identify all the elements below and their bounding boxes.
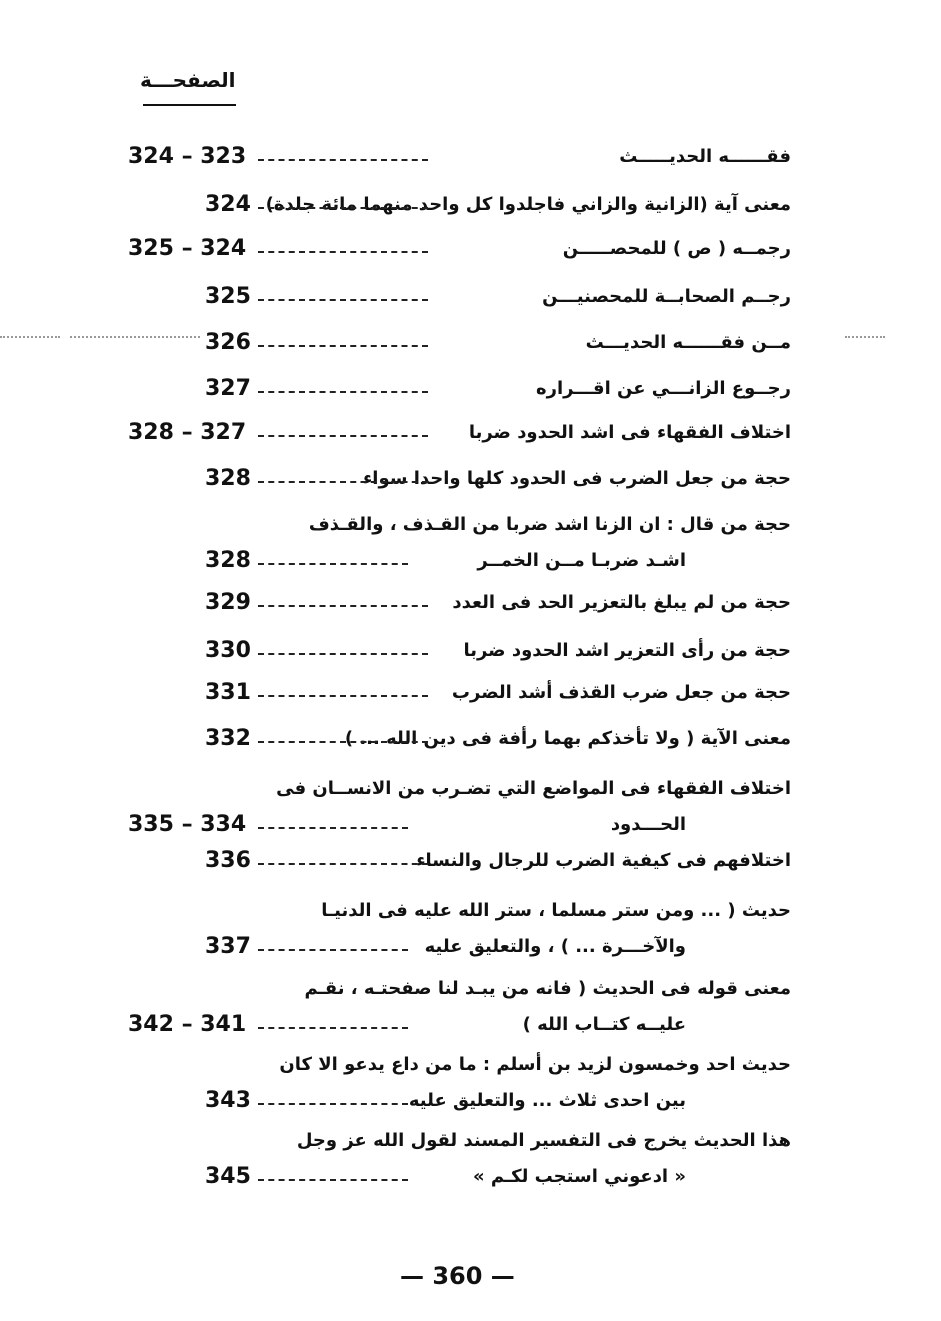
- entry-page-number: 325: [205, 284, 251, 309]
- entry-title: رجمــه ( ص ) للمحصـــــن: [562, 238, 791, 259]
- entry-page-number: 327: [205, 376, 251, 401]
- entry-title: حجة من قال : ان الزنا اشد ضربا من القـذف ، والقـذف: [308, 514, 791, 535]
- entry-page-number: 326: [205, 330, 251, 355]
- entry-title: رجــوع الزانـــي عن اقـــراره: [535, 378, 791, 399]
- entry-page-number: 342 – 341: [128, 1012, 247, 1037]
- entry-page-number: 324: [205, 192, 251, 217]
- entry-page-number: 330: [205, 638, 251, 663]
- entry-title: حجة من جعل ضرب القذف أشد الضرب: [451, 682, 791, 703]
- entry-title: اختلاف الفقهاء فى المواضع التي تضـرب من الانســان فى: [276, 778, 791, 799]
- entry-leader-dots: [258, 741, 428, 743]
- entry-page-number: 325 – 324: [128, 236, 247, 261]
- entry-title: معنى قوله فى الحديث ( فانه من يبـد لنا صفحتـه ، نقـم: [304, 978, 791, 999]
- entry-leader-dots: [258, 159, 428, 161]
- entry-page-number: 336: [205, 848, 251, 873]
- entry-page-number: 332: [205, 726, 251, 751]
- entry-page-number: 328 – 327: [128, 420, 247, 445]
- entry-leader-dots: [258, 207, 428, 209]
- entry-leader-dots: [258, 827, 408, 829]
- entry-leader-dots: [258, 863, 428, 865]
- entry-leader-dots: [258, 1179, 408, 1181]
- entry-title-continued: والآخـــرة ... ) ، والتعليق عليه: [424, 936, 686, 957]
- entry-title: معنى الآية ( ولا تأخذكم بهما رأفة فى دين الله ... ): [344, 728, 791, 749]
- entry-leader-dots: [258, 299, 428, 301]
- entry-page-number: 343: [205, 1088, 251, 1113]
- entry-leader-dots: [258, 1027, 408, 1029]
- entry-page-number: 331: [205, 680, 251, 705]
- entry-leader-dots: [258, 949, 408, 951]
- entry-title: مــن فقــــــه الحديـــث: [585, 332, 791, 353]
- entry-title: حجة من لم يبلغ بالتعزير الحد فى العدد: [452, 592, 791, 613]
- entry-title: اختلاف الفقهاء فى اشد الحدود ضربا: [468, 422, 791, 443]
- entry-title: رجــم الصحابــة للمحصنيـــن: [542, 286, 791, 307]
- entry-title: حديث احد وخمسون لزيد بن أسلم : ما من داع يدعو الا كان: [279, 1054, 791, 1075]
- entry-title: حجة من جعل الضرب فى الحدود كلها واحدا سواء: [363, 468, 791, 489]
- entry-leader-dots: [258, 481, 428, 483]
- entry-title-continued: عليــه كتــاب الله ): [522, 1014, 686, 1035]
- entry-title-continued: اشـد ضربـا مــن الخمــر: [477, 550, 686, 571]
- entry-page-number: 328: [205, 548, 251, 573]
- page-column-header: الصفحـــة: [140, 68, 236, 92]
- entry-title: حجة من رأى التعزير اشد الحدود ضربا: [463, 640, 791, 661]
- entry-leader-dots: [258, 605, 428, 607]
- entry-leader-dots: [258, 695, 428, 697]
- entry-title: معنى آية (الزانية والزاني فاجلدوا كل واحد منهما مائة جلدة): [265, 194, 791, 215]
- entry-title: حديث ( ... ومن ستر مسلما ، ستر الله عليه فى الدنيـا: [321, 900, 791, 921]
- entry-leader-dots: [258, 391, 428, 393]
- entry-leader-dots: [258, 653, 428, 655]
- entry-title-continued: بين احدى ثلاث ... والتعليق عليه: [408, 1090, 686, 1111]
- entry-title: فقــــــه الحديـــــث: [619, 146, 791, 167]
- entry-page-number: 324 – 323: [128, 144, 247, 169]
- entry-leader-dots: [258, 251, 428, 253]
- entry-leader-dots: [258, 563, 408, 565]
- entry-page-number: 328: [205, 466, 251, 491]
- entry-page-number: 335 – 334: [128, 812, 247, 837]
- entry-title: هذا الحديث يخرج فى التفسير المسند لقول الله عز وجل: [296, 1130, 791, 1151]
- entry-title-continued: الحـــدود: [610, 814, 686, 835]
- entry-page-number: 345: [205, 1164, 251, 1189]
- entry-title: اختلافهم فى كيفية الضرب للرجال والنساء: [416, 850, 791, 871]
- entry-title-continued: « ادعوني استجب لكـم »: [472, 1166, 686, 1187]
- entry-leader-dots: [258, 435, 428, 437]
- page-number: — 360 —: [400, 1262, 515, 1290]
- entry-page-number: 337: [205, 934, 251, 959]
- entry-leader-dots: [258, 345, 428, 347]
- entry-leader-dots: [258, 1103, 408, 1105]
- entry-page-number: 329: [205, 590, 251, 615]
